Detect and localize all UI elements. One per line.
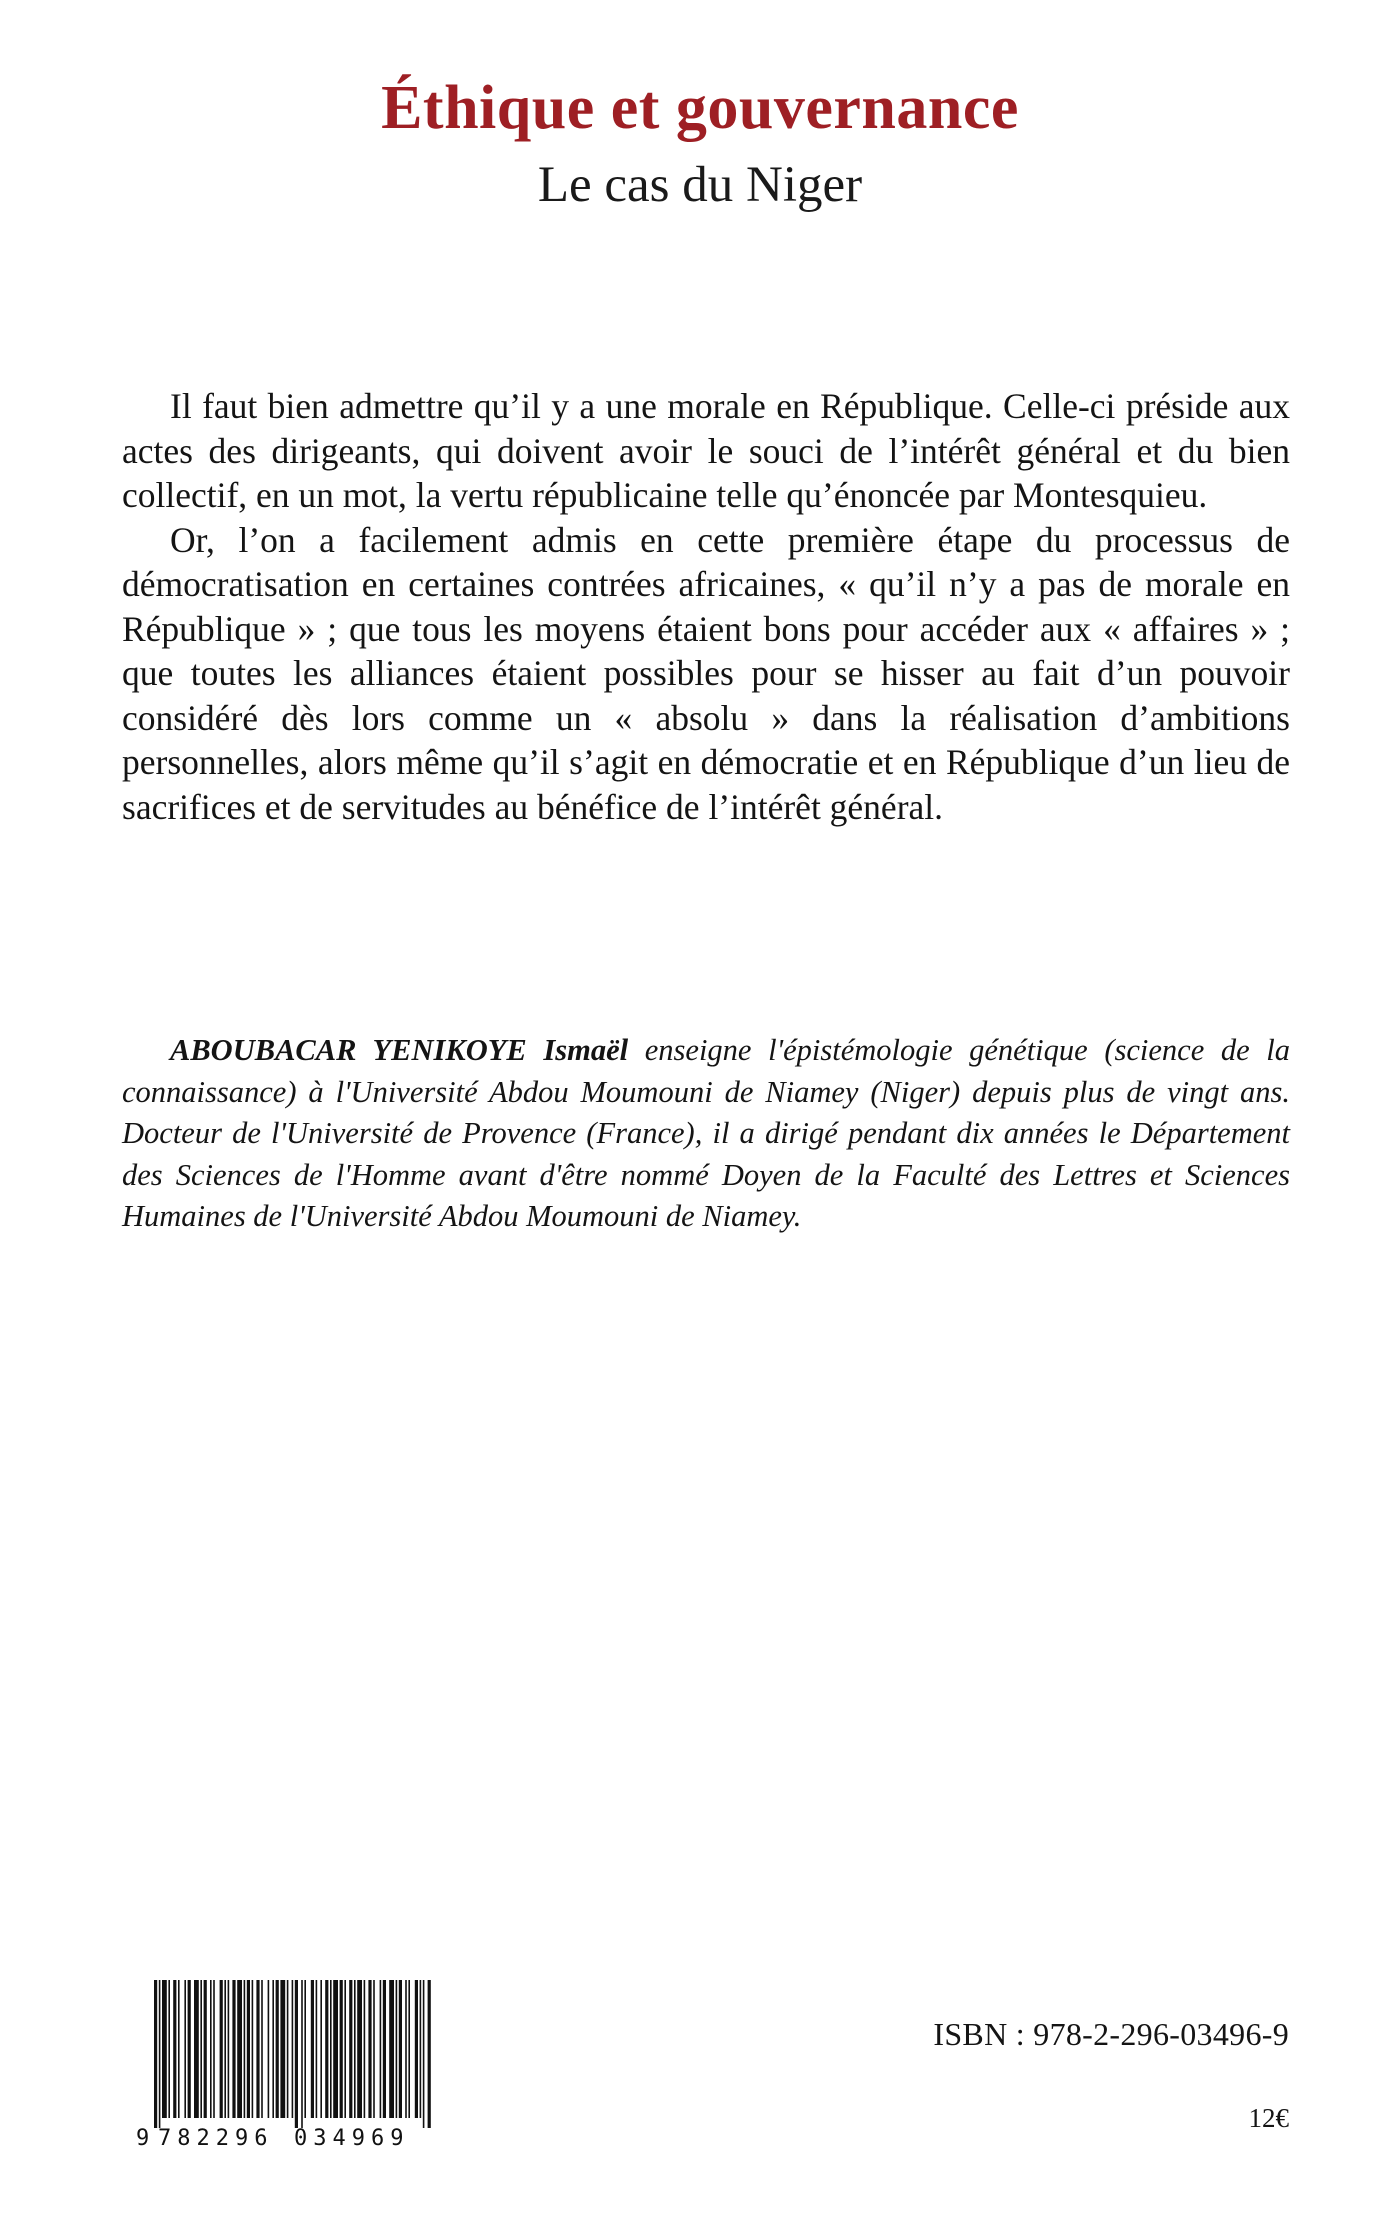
barcode-bar [178,1980,180,2118]
blurb [122,384,1290,829]
barcode-lead-digit: 9 [136,2126,150,2150]
barcode-bars [154,1980,431,2128]
barcode-bar [295,1980,298,2128]
barcode-bar [261,1980,263,2118]
barcode-right-digits: 034969 [294,2126,410,2150]
book-subtitle: Le cas du Niger [537,157,863,213]
barcode-left-digits: 782296 [158,2126,274,2150]
barcode-bar [154,1980,157,2128]
barcode-bar [380,1980,382,2118]
barcode-bar [405,1980,407,2118]
barcode-bar [210,1980,212,2118]
barcode-bar [373,1980,375,2118]
barcode-bar [276,1980,279,2118]
barcode-bar [396,1980,398,2118]
barcode-bar [272,1980,274,2118]
author-name: ABOUBACAR YENIKOYE Ismaël [170,1033,629,1067]
barcode-bar [220,1980,223,2118]
barcode-bar [280,1980,285,2118]
barcode-bar [399,1980,402,2118]
author-bio-text: enseigne l'épistémologie génétique (science de la connaissance) à l'Université Abdou Moumouni de Niamey (Niger) depuis plus de vingt ans. Docteur de l'Université de Provence (France), il a dirigé pendant dix années le Département des Sciences de l'Homme avant d'être nommé Doyen de la Faculté des Lettres et Sciences Humaines de l'Université Abdou Moumouni de Niamey. [122,1033,1291,1233]
author-bio [122,1030,1290,1238]
barcode-bar [320,1980,322,2118]
barcode-bar [344,1980,346,2118]
barcode-bar [364,1980,366,2118]
barcode-bar [301,1980,303,2128]
barcode-bar [389,1980,394,2118]
barcode-bar [237,1980,242,2118]
barcode-bar [224,1980,226,2118]
barcode-bar [232,1980,235,2118]
barcode-bar [252,1980,254,2118]
barcode-bar [316,1980,318,2118]
barcode-bar [256,1980,259,2118]
barcode-bar [340,1980,343,2118]
barcode-bar [357,1980,362,2118]
barcode-bar [194,1980,199,2118]
blurb-paragraph-2: Or, l’on a facilement admis en cette première étape du processus de démocratisation en certaines contrées africaines, « qu’il n’y a pas de morale en République » ; que tous les moyens étaient bons pour accéder aux « affaires » ; que toutes les alliances étaient possibles pour se hisser au fait d’un pouvoir considéré dès lors comme un « absolu » dans la réalisation d’ambitions personnelles, alors même qu’il s’agit en démocratie et en République d’un lieu de sacrifices et de servitudes au bénéfice de l’intérêt général. [122,519,1290,827]
barcode-bar [168,1980,170,2118]
barcode-bar [383,1980,386,2118]
blurb-paragraph-1: Il faut bien admettre qu’il y a une morale en République. Celle-ci préside aux actes des dirigeants, qui doivent avoir le souci de l’intérêt général et du bien collectif, en un mot, la vertu républicaine telle qu’énoncée par Montesquieu. [122,386,1290,515]
barcode-bar [228,1980,230,2118]
barcode-bar [213,1980,215,2118]
barcode-bar [428,1980,431,2128]
barcode-bar [292,1980,294,2118]
barcode-bar [287,1980,289,2118]
barcode-bar [423,1980,425,2128]
barcode-bar [204,1980,207,2118]
barcode-bar [354,1980,356,2118]
price: 12€ [1248,2103,1289,2133]
barcode-bar [188,1980,191,2118]
barcode-bar [408,1980,410,2118]
barcode-bar [368,1980,371,2118]
barcode-bar [200,1980,202,2118]
barcode-bar [333,1980,338,2118]
barcode-bar [162,1980,167,2118]
barcode-bar [311,1980,314,2118]
barcode-bar [325,1980,328,2118]
barcode-bar [420,1980,422,2118]
barcode-bar [184,1980,186,2118]
barcode-bar [244,1980,246,2118]
barcode [134,1980,434,2150]
barcode-bar [159,1980,161,2128]
barcode-bar [247,1980,250,2118]
barcode-bar [304,1980,306,2118]
barcode-bar [330,1980,332,2118]
barcode-bar [349,1980,352,2118]
barcode-bar [268,1980,270,2118]
isbn: ISBN : 978-2-296-03496-9 [933,2016,1289,2052]
barcode-bar [415,1980,418,2118]
barcode-bar [173,1980,176,2118]
book-title: Éthique et gouvernance [381,74,1019,142]
